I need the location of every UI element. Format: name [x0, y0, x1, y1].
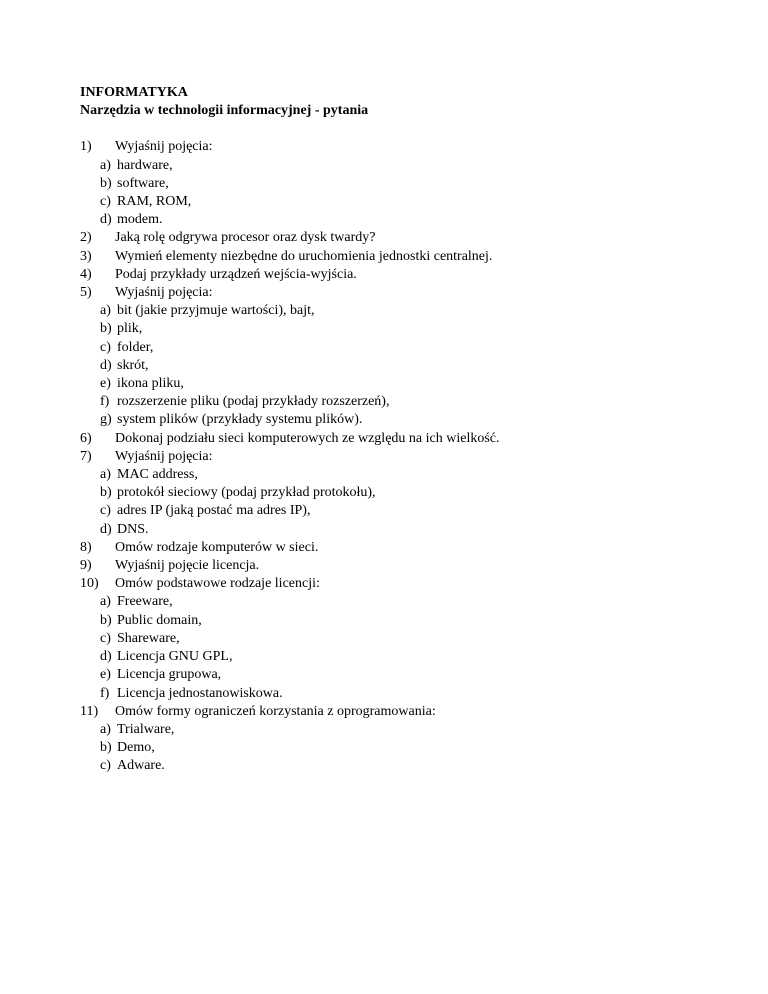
question-item — [80, 266, 700, 284]
sub-item-letter: g) — [100, 412, 112, 428]
question-number: 4) — [80, 266, 92, 282]
sub-item-text: hardware, — [117, 157, 173, 173]
sub-item-text: rozszerzenie pliku (podaj przykłady rozszerzeń), — [117, 394, 390, 410]
question-item — [80, 575, 700, 593]
question-text: Wymień elementy niezbędne do uruchomienia jednostki centralnej. — [115, 248, 493, 264]
sub-item — [80, 320, 700, 338]
question-text: Omów rodzaje komputerów w sieci. — [115, 539, 319, 555]
sub-item-text: DNS. — [117, 521, 149, 537]
question-text: Omów podstawowe rodzaje licencji: — [115, 576, 320, 592]
sub-item-letter: e) — [100, 376, 111, 392]
question-text: Wyjaśnij pojęcie licencja. — [115, 558, 260, 574]
document-title: INFORMATYKA — [80, 85, 188, 100]
question-item — [80, 703, 700, 721]
sub-item — [80, 757, 700, 775]
sub-item-text: ikona pliku, — [117, 376, 184, 392]
question-item — [80, 430, 700, 448]
question-item — [80, 448, 700, 466]
sub-item-text: modem. — [117, 212, 163, 228]
sub-item-text: plik, — [117, 321, 143, 337]
sub-item-text: adres IP (jaką postać ma adres IP), — [117, 503, 311, 519]
question-text: Jaką rolę odgrywa procesor oraz dysk twardy? — [115, 230, 376, 246]
sub-item-letter: c) — [100, 503, 111, 519]
sub-item-letter: c) — [100, 630, 111, 646]
question-number: 11) — [80, 703, 99, 719]
sub-item-letter: f) — [100, 394, 110, 410]
question-item — [80, 229, 700, 247]
sub-item — [80, 502, 700, 520]
question-item — [80, 248, 700, 266]
sub-item — [80, 612, 700, 630]
sub-item-text: Shareware, — [117, 630, 180, 646]
question-text: Podaj przykłady urządzeń wejścia-wyjścia. — [115, 266, 357, 282]
question-text: Wyjaśnij pojęcia: — [115, 448, 213, 464]
sub-item — [80, 721, 700, 739]
sub-item-text: Licencja jednostanowiskowa. — [117, 685, 283, 701]
question-item — [80, 557, 700, 575]
sub-item — [80, 211, 700, 229]
question-text: Wyjaśnij pojęcia: — [115, 139, 213, 155]
sub-item — [80, 521, 700, 539]
sub-item — [80, 593, 700, 611]
sub-item-text: Freeware, — [117, 594, 173, 610]
sub-item-letter: c) — [100, 758, 111, 774]
question-text: Dokonaj podziału sieci komputerowych ze względu na ich wielkość. — [115, 430, 500, 446]
sub-item — [80, 302, 700, 320]
sub-item-text: Licencja GNU GPL, — [117, 649, 233, 665]
document-subtitle: Narzędzia w technologii informacyjnej - pytania — [80, 103, 369, 119]
sub-item — [80, 339, 700, 357]
question-number: 7) — [80, 448, 92, 464]
sub-item — [80, 375, 700, 393]
sub-item — [80, 357, 700, 375]
sub-item — [80, 393, 700, 411]
question-number: 5) — [80, 285, 92, 301]
sub-item-text: Trialware, — [117, 721, 175, 737]
sub-item-letter: c) — [100, 339, 111, 355]
sub-item-letter: d) — [100, 357, 112, 373]
question-item — [80, 138, 700, 156]
sub-item — [80, 630, 700, 648]
sub-item-text: Public domain, — [117, 612, 202, 628]
sub-item-letter: a) — [100, 303, 111, 319]
sub-item — [80, 666, 700, 684]
sub-item-letter: b) — [100, 175, 112, 191]
sub-item-text: MAC address, — [117, 467, 198, 483]
document-content — [80, 84, 700, 776]
question-number: 9) — [80, 558, 92, 574]
sub-item-letter: f) — [100, 685, 110, 701]
sub-item — [80, 411, 700, 429]
sub-item — [80, 157, 700, 175]
sub-item — [80, 466, 700, 484]
sub-item-letter: a) — [100, 157, 111, 173]
sub-item-letter: e) — [100, 667, 111, 683]
question-list — [80, 138, 700, 775]
sub-item-letter: b) — [100, 321, 112, 337]
question-number: 1) — [80, 139, 92, 155]
question-item — [80, 284, 700, 302]
sub-item-text: skrót, — [117, 357, 149, 373]
sub-item — [80, 175, 700, 193]
sub-item-text: protokół sieciowy (podaj przykład protokołu), — [117, 485, 376, 501]
sub-item-text: Demo, — [117, 740, 155, 756]
sub-item — [80, 193, 700, 211]
sub-item-letter: d) — [100, 521, 112, 537]
sub-item-letter: b) — [100, 740, 112, 756]
sub-item-letter: a) — [100, 594, 111, 610]
question-number: 6) — [80, 430, 92, 446]
sub-item — [80, 484, 700, 502]
question-item — [80, 539, 700, 557]
sub-item — [80, 739, 700, 757]
sub-item — [80, 685, 700, 703]
sub-item-text: Adware. — [117, 758, 165, 774]
sub-item-letter: b) — [100, 485, 112, 501]
sub-item-letter: c) — [100, 194, 111, 210]
sub-item-letter: b) — [100, 612, 112, 628]
sub-item-letter: d) — [100, 212, 112, 228]
question-number: 8) — [80, 539, 92, 555]
sub-item-letter: a) — [100, 467, 111, 483]
sub-item-text: RAM, ROM, — [117, 194, 192, 210]
question-number: 3) — [80, 248, 92, 264]
sub-item-text: folder, — [117, 339, 154, 355]
question-text: Wyjaśnij pojęcia: — [115, 285, 213, 301]
question-text: Omów formy ograniczeń korzystania z oprogramowania: — [115, 703, 436, 719]
question-number: 10) — [80, 576, 99, 592]
sub-item-letter: d) — [100, 649, 112, 665]
sub-item-text: bit (jakie przyjmuje wartości), bajt, — [117, 303, 315, 319]
sub-item-text: software, — [117, 175, 169, 191]
sub-item — [80, 648, 700, 666]
sub-item-text: Licencja grupowa, — [117, 667, 222, 683]
question-number: 2) — [80, 230, 92, 246]
spacer — [80, 120, 700, 138]
sub-item-letter: a) — [100, 721, 111, 737]
sub-item-text: system plików (przykłady systemu plików). — [117, 412, 363, 428]
